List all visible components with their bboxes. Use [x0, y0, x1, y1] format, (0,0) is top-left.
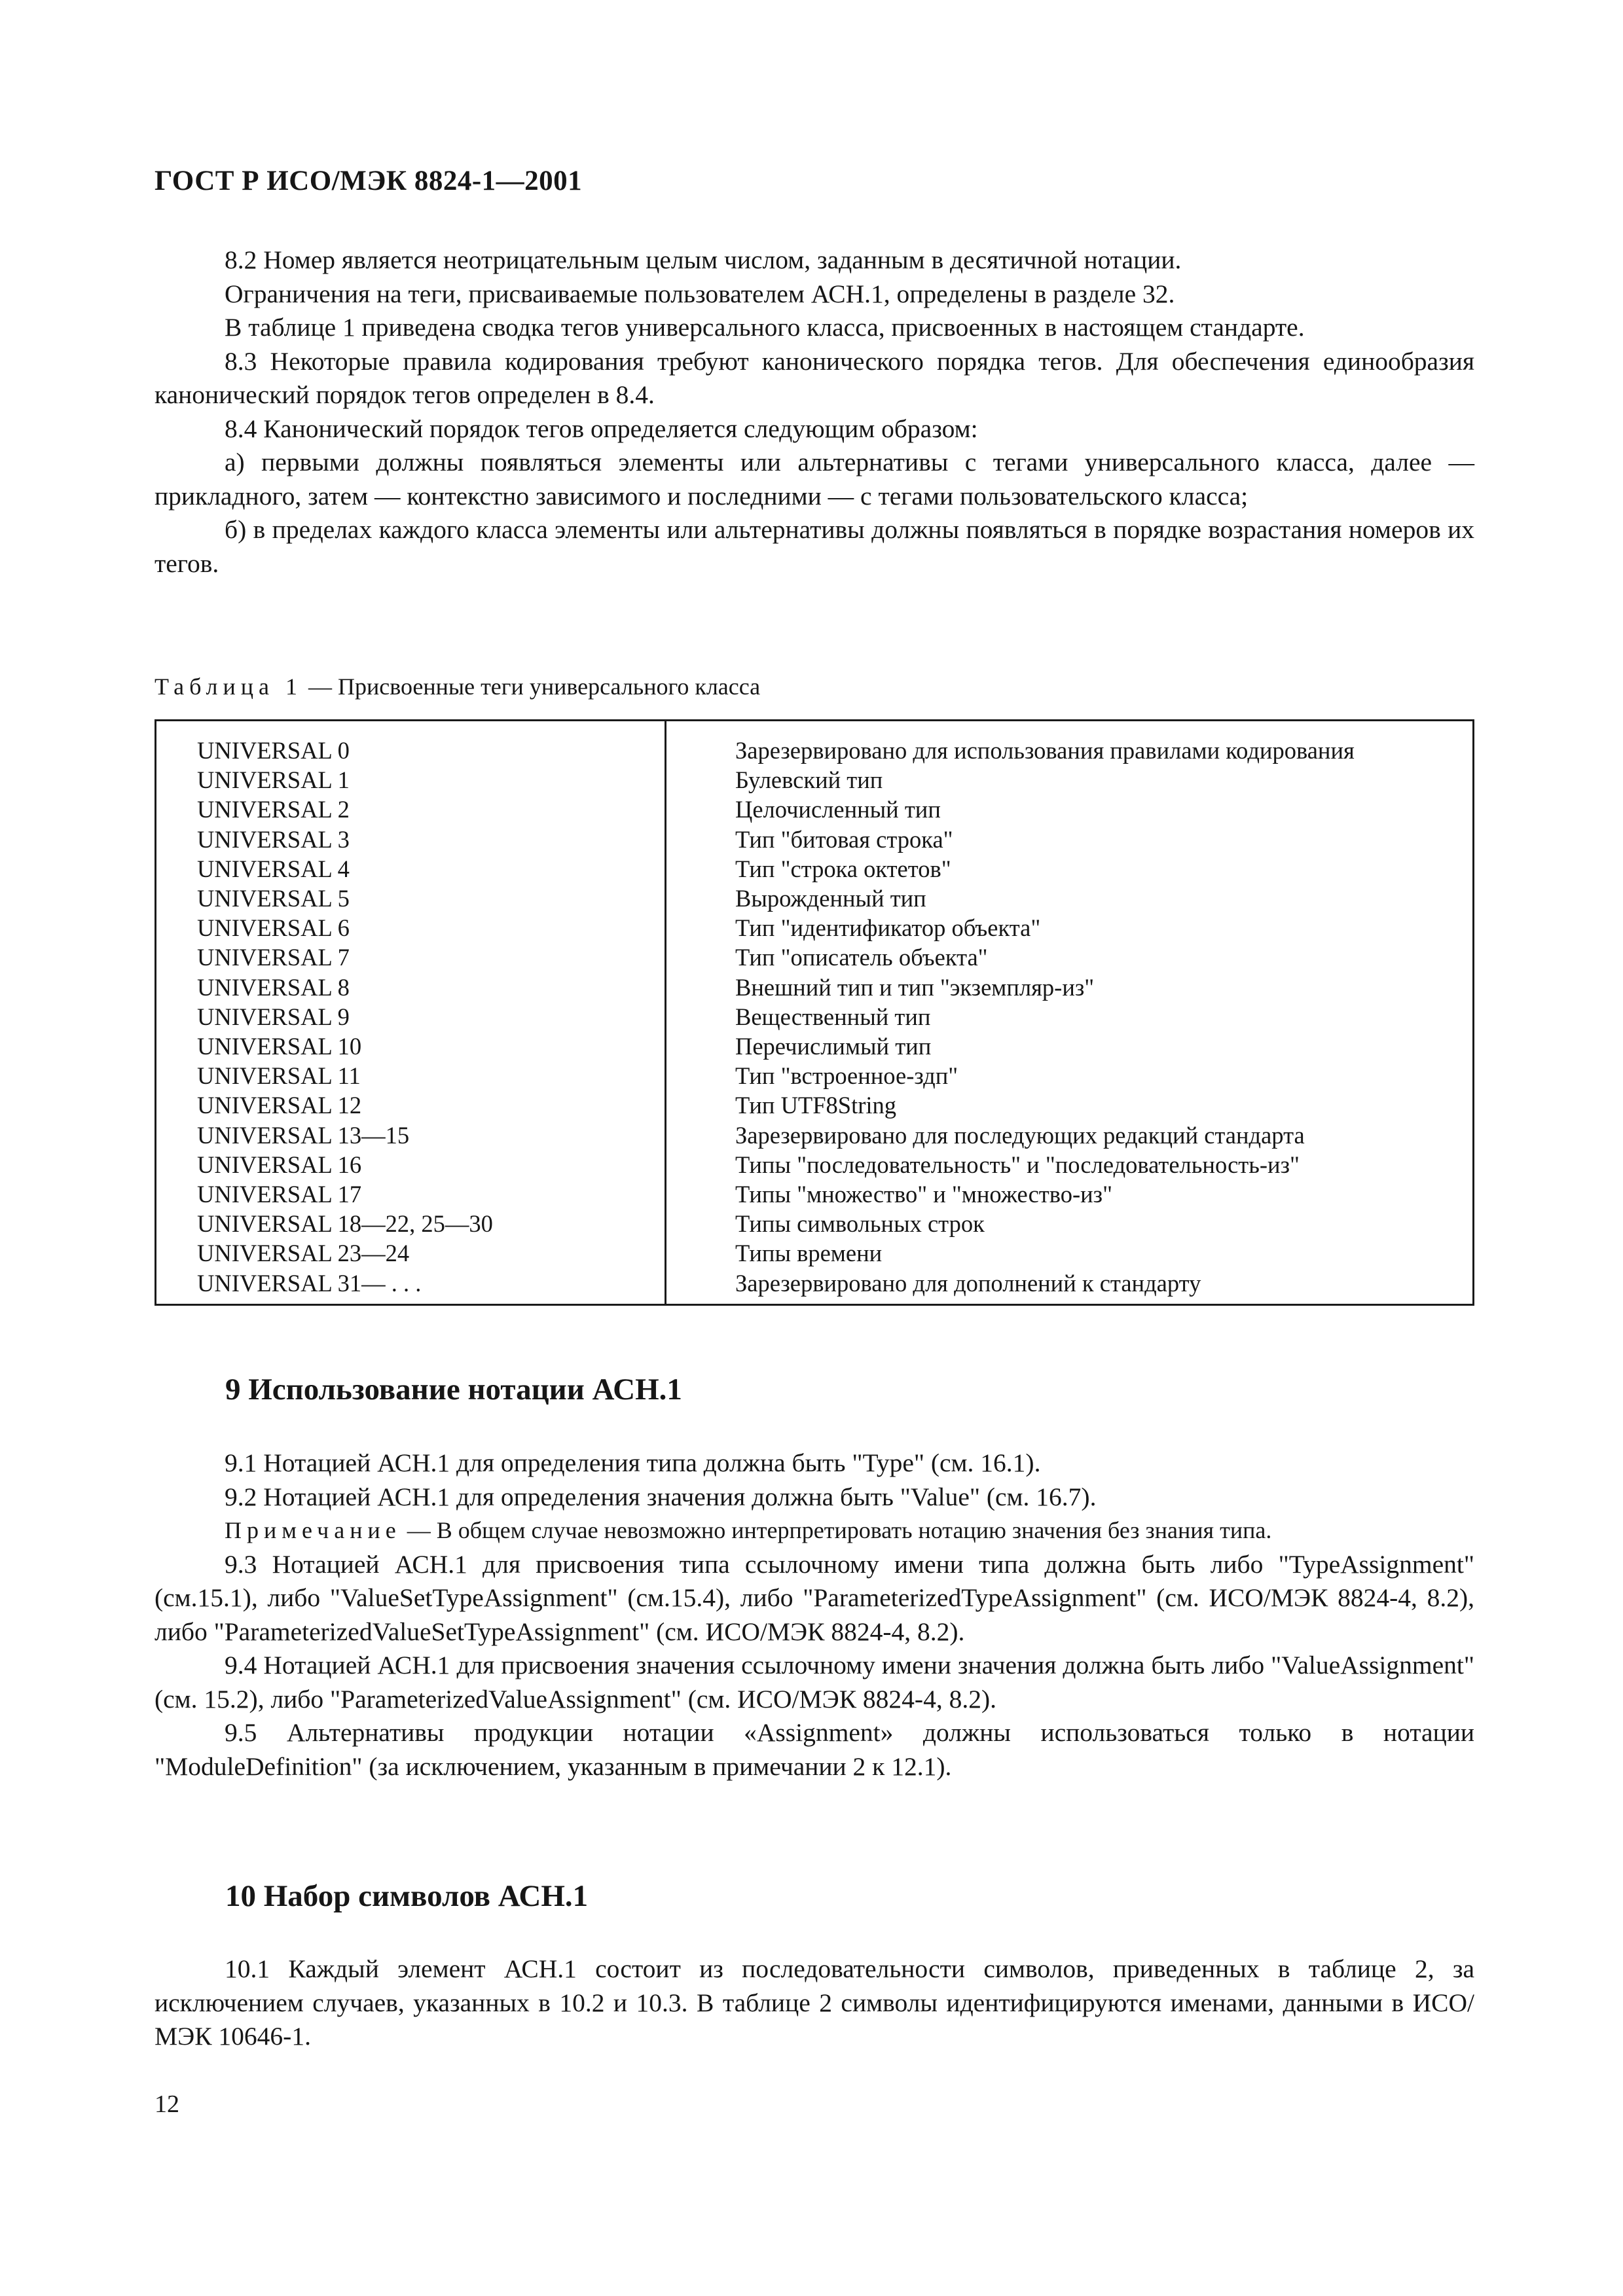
table-cell-description: Перечислимый тип: [735, 1033, 932, 1060]
table-cell-tag: UNIVERSAL 9: [197, 1003, 350, 1030]
table-cell-description: Зарезервировано для последующих редакций стандарта: [735, 1121, 1305, 1149]
table-cell-tag: UNIVERSAL 11: [197, 1062, 361, 1090]
note-text: — В общем случае невозможно интерпретировать нотацию значения без знания типа.: [401, 1517, 1272, 1543]
paragraph: 9.1 Нотацией АСН.1 для определения типа должна быть "Type" (см. 16.1).: [225, 1448, 1041, 1477]
table-cell-tag: UNIVERSAL 16: [197, 1151, 362, 1178]
paragraph: б) в пределах каждого класса элементы или альтернативы должны появляться в порядке возрастания номеров их тегов.: [155, 515, 1474, 578]
paragraph: 9.4 Нотацией АСН.1 для присвоения значения ссылочному имени значения должна быть либо "ValueAssignment" (см. 15.2), либо "ParameterizedValueAssignment" (см. ИСО/МЭК 8824-4, 8.2).: [155, 1651, 1474, 1713]
note-label: Примечание: [225, 1517, 401, 1543]
table-cell-tag: UNIVERSAL 31— . . .: [197, 1269, 422, 1297]
table-cell-tag: UNIVERSAL 13—15: [197, 1121, 410, 1149]
table-cell-tag: UNIVERSAL 12: [197, 1092, 362, 1119]
paragraph: 8.3 Некоторые правила кодирования требуют канонического порядка тегов. Для обеспечения единообразия канонический порядок тегов определен в 8.4.: [155, 346, 1474, 409]
table-cell-tag: UNIVERSAL 2: [197, 796, 350, 823]
paragraph: 9.5 Альтернативы продукции нотации «Assignment» должны использоваться только в нотации "ModuleDefinition" (за исключением, указанным в примечании 2 к 12.1).: [155, 1718, 1474, 1781]
paragraph: 8.2 Номер является неотрицательным целым числом, заданным в десятичной нотации.: [225, 245, 1182, 274]
paragraph: 10.1 Каждый элемент АСН.1 состоит из последовательности символов, приведенных в таблице 2, за исключением случаев, указанных в 10.2 и 10.3. В таблице 2 символы идентифицируются именами, данными в ИСО/МЭК 10646-1.: [155, 1954, 1474, 2051]
table-cell-description: Зарезервировано для дополнений к стандарту: [735, 1269, 1201, 1297]
paragraph: В таблице 1 приведена сводка тегов универсального класса, присвоенных в настоящем стандарте.: [225, 313, 1305, 342]
page-number: 12: [155, 2090, 179, 2118]
paragraph: Ограничения на теги, присваиваемые пользователем АСН.1, определены в разделе 32.: [225, 279, 1175, 308]
table-cell-tag: UNIVERSAL 18—22, 25—30: [197, 1210, 493, 1238]
table-cell-tag: UNIVERSAL 1: [197, 766, 350, 794]
table-caption-label: Таблица 1: [155, 673, 302, 700]
paragraph: 8.4 Канонический порядок тегов определяется следующим образом:: [225, 414, 978, 443]
table-column-divider: [665, 721, 666, 1304]
table-cell-description: Типы времени: [735, 1240, 883, 1267]
table-cell-tag: UNIVERSAL 7: [197, 944, 350, 971]
table-caption-text: — Присвоенные теги универсального класса: [302, 673, 761, 700]
table-cell-tag: UNIVERSAL 0: [197, 737, 350, 764]
section-9-heading: 9 Использование нотации АСН.1: [225, 1372, 682, 1407]
table-cell-description: Типы "последовательность" и "последовательность-из": [735, 1151, 1300, 1178]
table-cell-description: Зарезервировано для использования правилами кодирования: [735, 737, 1355, 764]
section-9-text: [155, 1446, 1474, 1784]
table-cell-tag: UNIVERSAL 8: [197, 973, 350, 1001]
section-10-text: [155, 1952, 1474, 2054]
section-8-text: [155, 243, 1474, 581]
table-cell-tag: UNIVERSAL 6: [197, 914, 350, 942]
table-cell-tag: UNIVERSAL 4: [197, 855, 350, 882]
paragraph: а) первыми должны появляться элементы или альтернативы с тегами универсального класса, далее — прикладного, затем — контекстно зависимого и последними — с тегами пользовательского класса;: [155, 448, 1474, 511]
table-cell-description: Булевский тип: [735, 766, 883, 794]
table-cell-tag: UNIVERSAL 3: [197, 825, 350, 853]
table-cell-description: Типы "множество" и "множество-из": [735, 1181, 1112, 1208]
table-cell-description: Вещественный тип: [735, 1003, 931, 1030]
table-1-caption: [155, 673, 760, 700]
section-10-heading: 10 Набор символов АСН.1: [225, 1879, 589, 1913]
table-tag-column: [197, 736, 649, 1298]
table-cell-tag: UNIVERSAL 10: [197, 1033, 362, 1060]
table-cell-tag: UNIVERSAL 5: [197, 885, 350, 912]
table-cell-description: Внешний тип и тип "экземпляр-из": [735, 973, 1095, 1001]
table-cell-description: Тип "встроенное-здп": [735, 1062, 958, 1090]
note: [155, 1514, 1474, 1548]
paragraph: 9.2 Нотацией АСН.1 для определения значения должна быть "Value" (см. 16.7).: [225, 1482, 1097, 1511]
table-cell-description: Тип "строка октетов": [735, 855, 951, 882]
document-header: ГОСТ Р ИСО/МЭК 8824-1—2001: [155, 166, 583, 196]
table-cell-description: Типы символьных строк: [735, 1210, 985, 1238]
table-cell-tag: UNIVERSAL 23—24: [197, 1240, 410, 1267]
table-description-column: [735, 736, 1462, 1298]
table-cell-description: Тип "идентификатор объекта": [735, 914, 1041, 942]
table-cell-description: Тип "описатель объекта": [735, 944, 988, 971]
table-cell-description: Тип "битовая строка": [735, 825, 953, 853]
table-cell-description: Целочисленный тип: [735, 796, 941, 823]
table-cell-description: Вырожденный тип: [735, 885, 926, 912]
table-cell-description: Тип UTF8String: [735, 1092, 897, 1119]
table-cell-tag: UNIVERSAL 17: [197, 1181, 362, 1208]
paragraph: 9.3 Нотацией АСН.1 для присвоения типа ссылочному имени типа должна быть либо "TypeAssignment" (см.15.1), либо "ValueSetTypeAssignment" (см.15.4), либо "ParameterizedTypeAssignment" (см. ИСО/МЭК 8824-4, 8.2), либо "ParameterizedValueSetTypeAssignment" (см. ИСО/МЭК 8824-4, 8.2).: [155, 1549, 1474, 1646]
universal-tags-table: [155, 719, 1474, 1306]
